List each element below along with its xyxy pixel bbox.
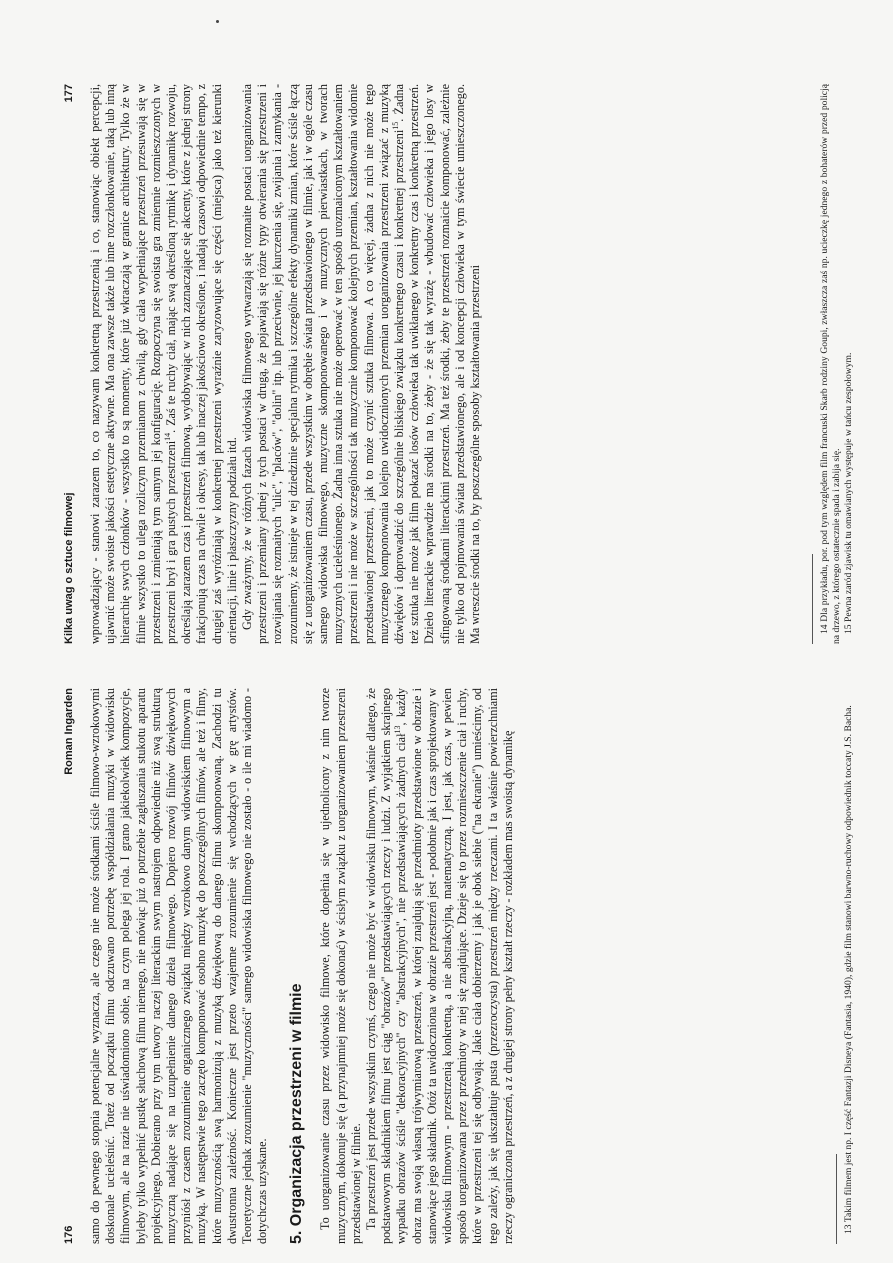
left-footnotes: [836, 688, 855, 1244]
left-page: [60, 688, 855, 1244]
footnote-ref-15: 15: [391, 121, 400, 130]
left-paragraph-2: To uorganizowanie czasu przez widowisko filmowe, które dopełnia się w ujednolicony z nim tworze muzycznym, dokonuje się (a przynajmniej może się dokonać) w ścisłym związku z uorganizowaniem przestrzeni przedstawionej w filmie.: [318, 688, 363, 1244]
left-paragraph-3a: Ta przestrzeń jest przede wszystkim czymś, czego nie może być w widowisku filmowym, właśnie dlatego, że podstawowym składnikiem filmu jest ciąg "obrazów" przedstawiających rzeczy i ludzi. Z wyjątkiem skrajnego wypadku obrazów ściśle "dekoracyjnych" czy "abstrakcyjnych", nie przedstawiających żadnych ciał: [364, 688, 409, 1244]
left-page-number: 176: [63, 1225, 75, 1244]
left-paragraph-3b: , każdy obraz ma swoją własną trójwymiarową przestrzeń, w której znajdują się przedmioty przedstawione w obrazie i stanowiące jego składnik. Otóż ta uwidoczniona w obrazie przestrzeń jest - podobnie jak i czas sprojektowany w widowisku filmowym - przestrzenią konkretną, a nie abstrakcyjną, matematyczną. I jest, jak czas, w pewien sposób uorganizowana przez przedmioty w niej się znajdujące. Dzieje się to przez rozmieszczenie ciał i ruchy, które w przestrzeni tej się odbywają. Jakie ciała dobierzemy i jak je obok siebie ("na ekranie") umieścimy, od tego zależy, jak się ukształtuje pusta (przezroczysta) przestrzeń między rzeczami. I ta właśnie powierzchniami rzeczy ograniczona przestrzeń, a z drugiej strony pełny kształt rzeczy - rozkładem mas swoistą dynamikę: [394, 688, 515, 1244]
section-heading: 5. Organizacja przestrzeni w filmie: [288, 983, 306, 1244]
footnote-ref-14: 14: [162, 432, 172, 441]
right-paragraph-1: [88, 84, 240, 644]
right-paragraph-2a: Gdy zważymy, że w różnych fazach widowiska filmowego wytwarzają się rozmaite postaci uorganizowania przestrzeni i przemiany jednej z tych postaci w drugą, że pojawiają się różne typy otwierania się przestrzeni i rozwijania się rozmaitych "ulic", "placów", "dolin" itp. lub przeciwnie, jej kurczenia się, zwijania i zamykania - zrozumiemy, że istnieje w tej dziedzinie specjalna rytmika i szczególne efekty dynamiki zmian, które ściśle łączą się z uorganizowaniem czasu, przede wszystkim w obrębie świata przedstawionego w filmie, jak i w ogóle czasu samego widowiska filmowego, muzyczne skomponowanego i w muzycznych pierwiastkach, w tworach muzycznych ucieleśnionego. Żadna inna sztuka nie może operować w ten sposób urozmaiconym kształtowaniem przestrzeni i nie może w szczególności tak muzycznie komponować kolejnych przemian, kształtowania widomie przedstawionej przestrzeni, jak to może czynić sztuka filmowa. A co więcej, żadna z nich nie może tego muzycznego komponowania kolejno uwidocznionych przemian uorganizowania przestrzeni związać z muzyką dźwięków i doprowadzić do szczególnie bliskiego związku konkretnego czasu i konkretnej przestrzeni: [240, 84, 407, 644]
left-running-head: [60, 688, 78, 1244]
right-paragraph-2b: . Żadna też sztuka nie może jak film pokazać losów człowieka tak uwikłanego w konkretny czas i konkretną przestrzeń. Dzieło literackie wprawdzie ma środki na to, żeby - że się tak wyrażę - wbudować człowieka i jego losy w sfingowaną środkami literackimi przestrzeń. Ma też środki, żeby te przestrzeń rozmaicie komponować, zależnie nie tylko od pojmowania świata przedstawionego, ale i od koncepcji człowieka w tym świecie umieszczonego. Ma wreszcie środki na to, by poszczególne sposoby kształtowania przestrzeni: [392, 84, 483, 644]
right-paragraph-2: [240, 84, 483, 644]
book-spread: [60, 74, 855, 1244]
right-page: [60, 84, 855, 644]
right-paragraph-1b: . Zaś te ruchy ciał, mając swą określoną rytmikę i dynamikę rozwoju, określają zarazem czas i przestrzeń filmową, wydobywając w nich zaznaczające się akcenty, które z jednej strony frakcjonują czas na chwile i okresy, tak lub inaczej jakościowo określone, i nadają czasowi odpowiednie tempo, z drugiej zaś wyróżniają w konkretnej przestrzeni wyraźnie zaryzowujące się części (miejsca) jako też kierunki orientacji, linie i płaszczyzny podziału itd.: [164, 84, 239, 644]
footnote-rule: [812, 554, 813, 644]
left-running-title: Roman Ingarden: [63, 688, 75, 775]
footnote-ref-13: 13: [393, 725, 403, 734]
left-paragraph-3: [364, 688, 516, 1244]
scan-speck: [216, 20, 219, 23]
footnote-13: 13 Takim filmem jest np. I część Fantazji Disneya (Fantasia, 1940), gdzie film stanowi barwno-ruchowy odpowiednik toccaty J.S. Bacha.: [843, 705, 854, 1234]
left-paragraph-1: samo do pewnego stopnia potencjalne wyznacza, ale czego nie może środkami ściśle filmowo-wzrokowymi doskonale ucieleśnić. Toteż od początku filmu odczuwano potrzebę współdziałania muzyki w widowisku filmowym, ale na razie nie uświadomiono sobie, na czym polega jej rola. I grano jakiekolwiek kompozycje, byleby tylko wypełnić pustkę słuchową filmu niemego, nie mówiąc już o potrzebie zagłuszania stukotu aparatu projekcyjnego. Dobierano przy tym utwory raczej literackim swym nastrojem odpowiednie niż swą strukturą muzyczną nadające się na uzupełnienie danego dzieła filmowego. Dopiero rozwój filmów dźwiękowych przyniósł z czasem zrozumienie organicznego związku między wzrokowo danym widowiskiem filmowym a muzyką. W następstwie tego zaczęto komponować osobno muzykę do poszczególnych filmów, ale też i filmy, które muzycznością swą harmonizują z muzyką dźwiękową do danego filmu skomponowaną. Zachodzi tu dwustronna zależność. Konieczne jest przeto wzajemne zrozumienie się wchodzących w grę artystów. Teoretyczne jednak zrozumienie "muzyczności" samego widowiska filmowego nie zostało - o ile mi wiadomo - dotychczas uzyskane.: [88, 688, 270, 1244]
right-running-title: Kilka uwag o sztuce filmowej: [63, 492, 75, 644]
right-page-number: 177: [63, 84, 75, 103]
right-running-head: [60, 84, 78, 644]
right-paragraph-1a: wprowadzający - stanowi zarazem to, co nazywam konkretną przestrzenią i co, stanowiąc obiekt percepcji, ujawnić może swoiste jakości estetyczne aktywne. Ma ona zawsze także lub inne rozczłonkowanie, taką lub inną hierarchię swych członków - wszystko to są momenty, które już wkraczają w granice architektury. Tylko że w filmie wszystko to ulega rozliczym przemianom z chwilą, gdy ciała wypełniające przestrzeń przesuwają się w przestrzeni i zmieniają tym samym jej konfigurację. Rozpoczyna się swoista gra zmiennie rozmieszczonych w przestrzeni brył i gra pustych przestrzeni: [88, 84, 179, 644]
footnote-14: 14 Dla przykładu, por. pod tym względem film francuski Skarb rodziny Goupi, zwłaszcza zaś np. ucieczkę jednego z bohaterów przed policją na drzewo, z którego ostatecznie spada i zabija się.: [819, 84, 842, 644]
right-footnotes: [812, 84, 855, 644]
footnote-rule: [836, 1154, 837, 1244]
footnote-15: 15 Pewna zaród zjawisk tu omawianych występuje w tańcu zespołowym.: [843, 352, 854, 634]
